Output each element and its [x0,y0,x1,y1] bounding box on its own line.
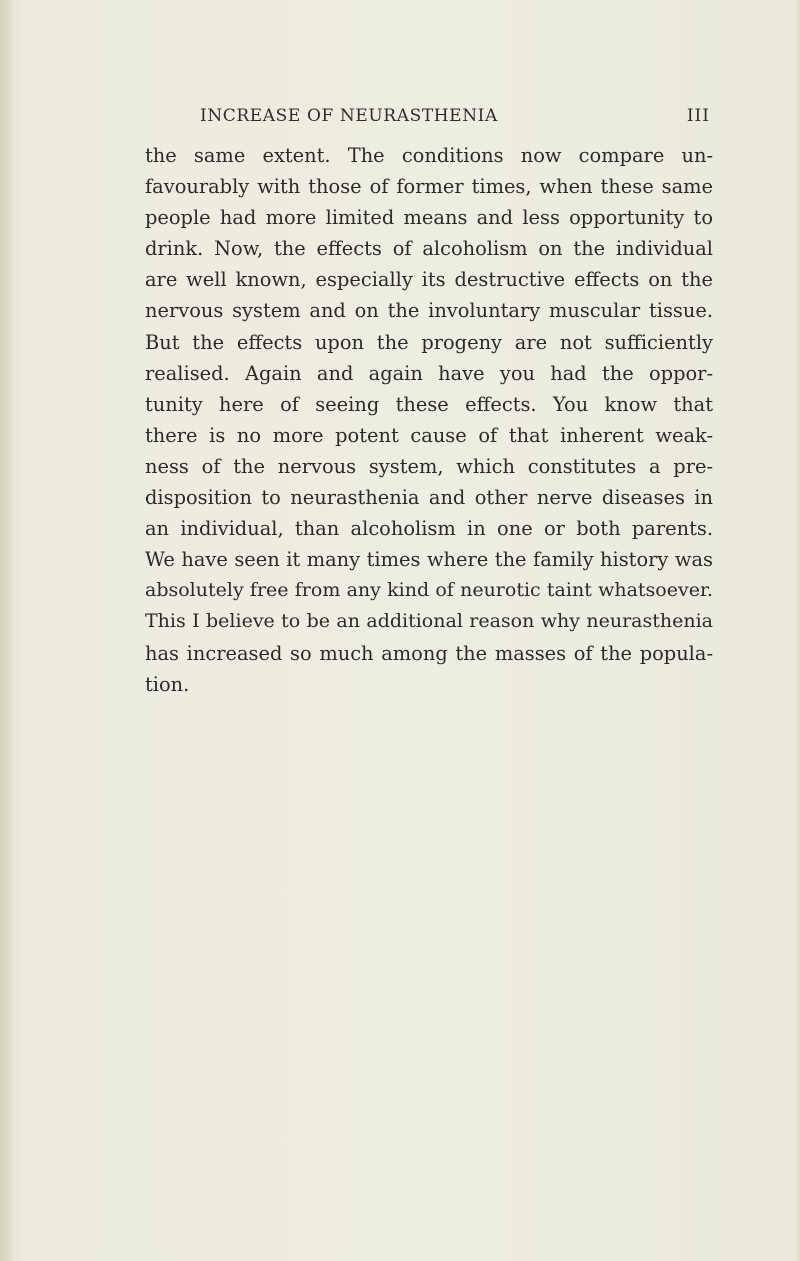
text-line: are well known, especially its destructive effects on the [145,268,713,292]
text-line: disposition to neurasthenia and other nerve diseases in [145,486,713,510]
text-line: people had more limited means and less opportunity to [145,206,713,230]
text-line: We have seen it many times where the family history was [145,548,713,572]
text-line: the same extent. The conditions now compare un- [145,144,713,167]
text-line: has increased so much among the masses of the popula- [145,641,713,665]
text-line: absolutely free from any kind of neurotic taint whatsoever. [145,579,713,602]
text-line: there is no more potent cause of that inherent weak- [145,423,713,447]
text-line: drink. Now, the effects of alcoholism on the individual [145,237,713,261]
page-edge [794,0,800,1261]
text-line: realised. Again and again have you had the oppor- [145,361,713,385]
running-head: INCREASE OF NEURASTHENIA [200,106,498,126]
text-line: favourably with those of former times, when these same [145,175,713,199]
text-line: an individual, than alcoholism in one or both parents. [145,517,713,541]
text-line: ness of the nervous system, which constitutes a pre- [145,454,713,478]
page-number: III [686,106,710,126]
text-line: nervous system and on the involuntary muscular tissue. [145,299,713,323]
text-line: tion. [145,672,190,696]
text-line: This I believe to be an additional reason why neurasthenia [145,610,713,633]
body-paragraph [145,140,713,700]
text-line: tunity here of seeing these effects. You know that [145,392,713,416]
text-line: But the effects upon the progeny are not sufficiently [145,330,713,354]
binding-shadow [0,0,14,1261]
